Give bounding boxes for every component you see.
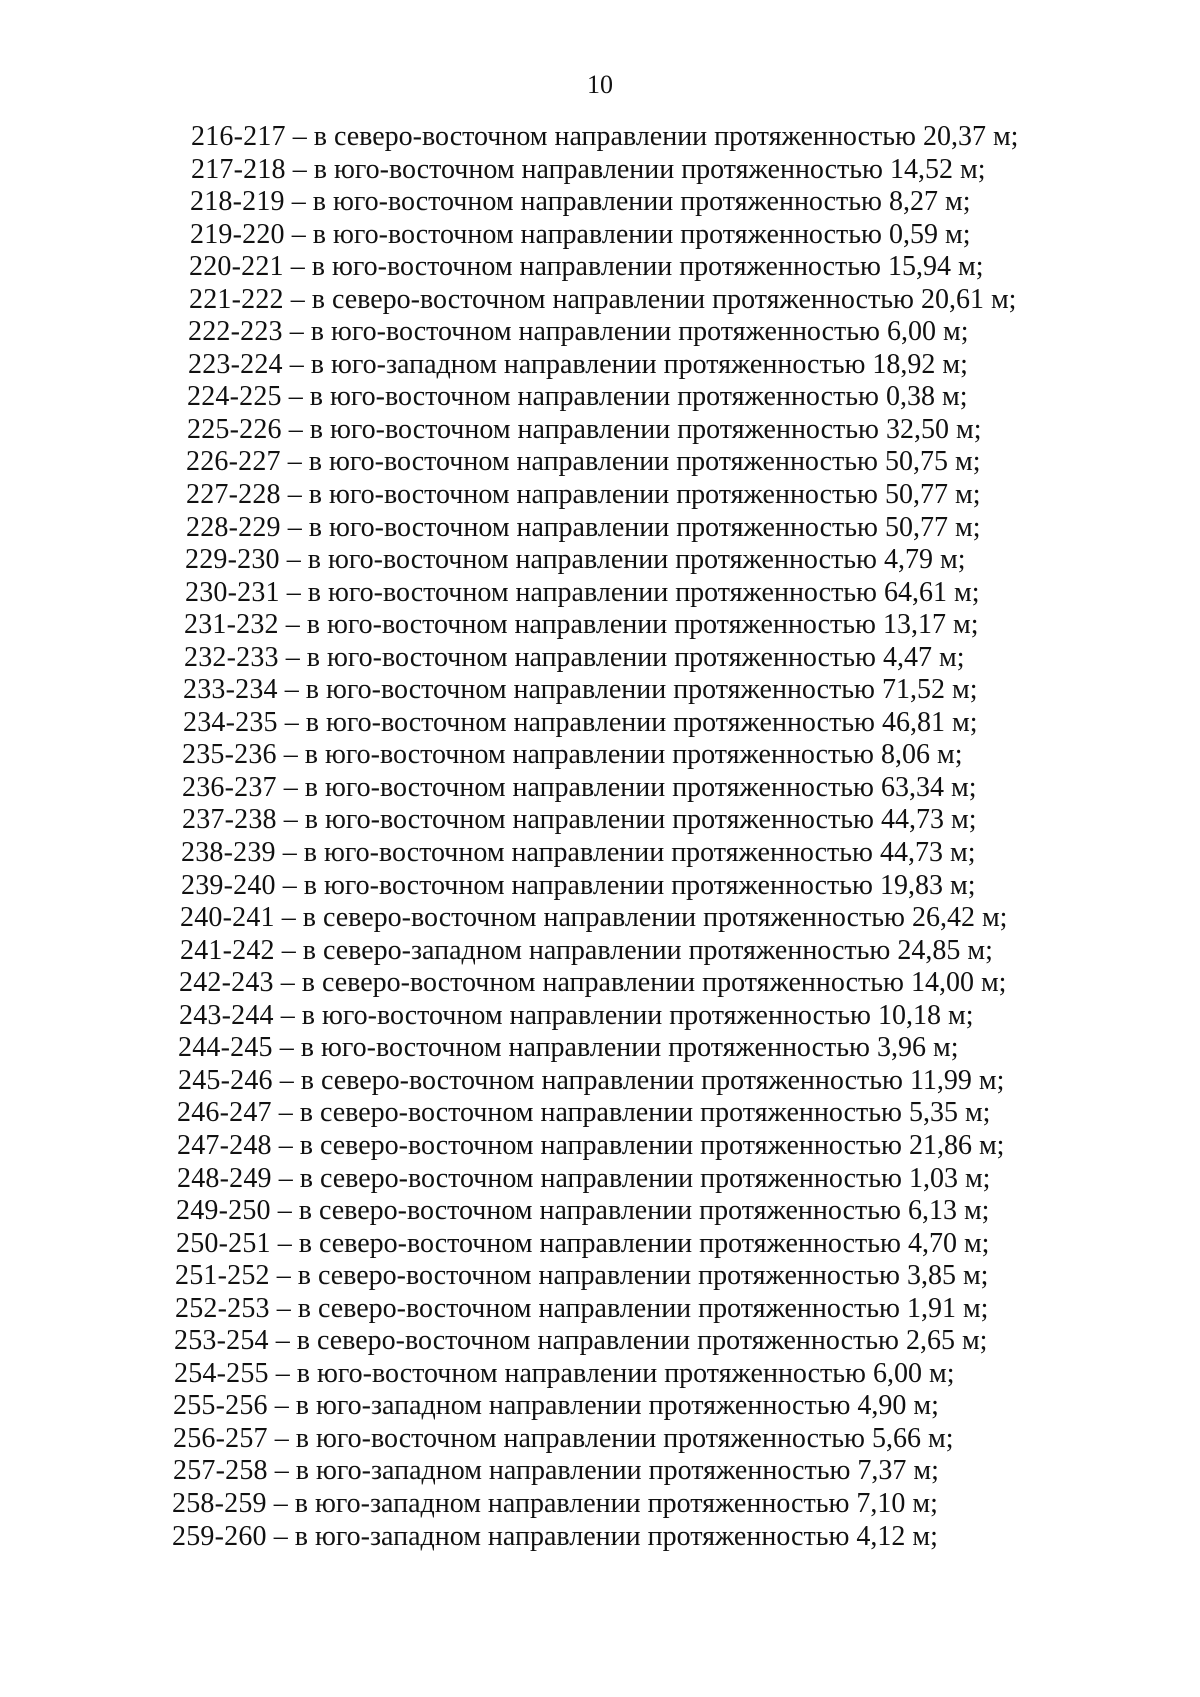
segment-id: 244-245 (178, 1032, 273, 1064)
segment-id: 251-252 (175, 1260, 270, 1292)
boundary-line (172, 1488, 1071, 1521)
boundary-line (191, 154, 1071, 187)
segment-description: – в юго-восточном направлении протяженностью 8,27 м; (284, 186, 971, 218)
segment-description: – в юго-восточном направлении протяженностью 4,79 м; (279, 544, 966, 576)
segment-id: 224-225 (187, 381, 282, 413)
segment-description: – в юго-восточном направлении протяженностью 71,52 м; (277, 674, 978, 706)
segment-description: – в северо-восточном направлении протяженностью 4,70 м; (270, 1227, 990, 1259)
segment-description: – в северо-восточном направлении протяженностью 1,03 м; (271, 1162, 991, 1194)
boundary-line (172, 1521, 1071, 1554)
segment-description: – в юго-восточном направлении протяженностью 50,77 м; (280, 479, 981, 511)
boundary-line (176, 1228, 1071, 1261)
boundary-line (178, 1032, 1071, 1065)
segment-id: 230-231 (185, 576, 280, 608)
segment-id: 243-244 (179, 999, 274, 1031)
boundary-line (188, 349, 1071, 382)
segment-id: 229-230 (185, 544, 280, 576)
segment-description: – в юго-восточном направлении протяженностью 0,59 м; (284, 218, 971, 250)
segment-description: – в юго-западном направлении протяженностью 18,92 м; (282, 348, 968, 380)
segment-description: – в юго-восточном направлении протяженностью 8,06 м; (276, 739, 963, 771)
segment-id: 228-229 (186, 511, 281, 543)
segment-description: – в северо-восточном направлении протяженностью 6,13 м; (270, 1195, 990, 1227)
segment-id: 218-219 (190, 186, 285, 218)
segment-description: – в юго-восточном направлении протяженностью 44,73 м; (276, 804, 977, 836)
segment-description: – в юго-восточном направлении протяженностью 46,81 м; (277, 706, 978, 738)
boundary-line (174, 1325, 1071, 1358)
boundary-line (190, 186, 1071, 219)
segment-description: – в юго-восточном направлении протяженностью 63,34 м; (276, 771, 977, 803)
boundary-line (173, 1390, 1071, 1423)
segment-description: – в юго-восточном направлении протяженностью 50,75 м; (280, 446, 981, 478)
boundary-line (186, 512, 1071, 545)
segment-id: 246-247 (177, 1097, 272, 1129)
segment-id: 253-254 (174, 1325, 269, 1357)
boundary-line (188, 316, 1071, 349)
segment-id: 236-237 (182, 771, 277, 803)
boundary-line (185, 577, 1071, 610)
boundary-line (179, 1000, 1071, 1033)
segment-description: – в юго-восточном направлении протяженностью 5,66 м; (267, 1422, 954, 1454)
segment-description: – в юго-восточном направлении протяженностью 14,52 м; (285, 153, 986, 185)
segment-id: 254-255 (174, 1357, 269, 1389)
boundary-line (182, 739, 1071, 772)
segment-id: 255-256 (173, 1390, 268, 1422)
segment-id: 234-235 (183, 706, 278, 738)
boundary-line (183, 707, 1071, 740)
segment-id: 240-241 (180, 902, 275, 934)
segment-id: 257-258 (173, 1455, 268, 1487)
segment-description: – в юго-восточном направлении протяженностью 10,18 м; (273, 999, 974, 1031)
segment-description: – в юго-восточном направлении протяженностью 13,17 м; (278, 609, 979, 641)
boundary-line (181, 837, 1071, 870)
segment-description: – в юго-восточном направлении протяженностью 50,77 м; (280, 511, 981, 543)
segment-description: – в северо-восточном направлении протяженностью 5,35 м; (271, 1097, 991, 1129)
segment-id: 258-259 (172, 1487, 267, 1519)
boundary-line (187, 381, 1071, 414)
segment-id: 247-248 (177, 1129, 272, 1161)
segment-description: – в северо-восточном направлении протяженностью 2,65 м; (268, 1325, 988, 1357)
boundary-line (175, 1260, 1071, 1293)
segment-description: – в северо-восточном направлении протяженностью 11,99 м; (272, 1064, 1005, 1096)
segment-id: 252-253 (175, 1292, 270, 1324)
boundary-line (189, 284, 1071, 317)
boundary-line (189, 251, 1071, 284)
segment-id: 220-221 (189, 251, 284, 283)
boundary-line (185, 544, 1071, 577)
segment-description: – в юго-западном направлении протяженностью 7,10 м; (266, 1487, 938, 1519)
boundary-line (176, 1195, 1071, 1228)
boundary-line (175, 1293, 1071, 1326)
segment-id: 256-257 (173, 1422, 268, 1454)
segment-description: – в северо-западном направлении протяженностью 24,85 м; (274, 934, 993, 966)
segment-id: 232-233 (184, 641, 279, 673)
segment-id: 231-232 (184, 609, 279, 641)
segment-description: – в юго-восточном направлении протяженностью 44,73 м; (275, 837, 976, 869)
segment-id: 239-240 (181, 869, 276, 901)
segment-id: 248-249 (177, 1162, 272, 1194)
segment-description: – в северо-восточном направлении протяженностью 1,91 м; (269, 1292, 989, 1324)
boundary-line (178, 1065, 1071, 1098)
segment-id: 233-234 (183, 674, 278, 706)
boundary-line (187, 414, 1071, 447)
boundary-line (173, 1423, 1071, 1456)
boundary-line (184, 609, 1071, 642)
segment-description: – в юго-восточном направлении протяженностью 32,50 м; (281, 413, 982, 445)
segment-description: – в северо-восточном направлении протяженностью 3,85 м; (269, 1260, 989, 1292)
segment-id: 223-224 (188, 348, 283, 380)
boundary-line (191, 121, 1071, 154)
segment-id: 249-250 (176, 1195, 271, 1227)
page-number: 10 (587, 70, 613, 99)
segment-description: – в юго-восточном направлении протяженностью 19,83 м; (275, 869, 976, 901)
segment-description: – в юго-восточном направлении протяженностью 3,96 м; (272, 1032, 959, 1064)
boundary-line (184, 642, 1071, 675)
boundary-line (177, 1163, 1071, 1196)
segment-description: – в северо-восточном направлении протяженностью 21,86 м; (271, 1129, 1005, 1161)
segment-id: 216-217 (191, 121, 286, 152)
segment-id: 259-260 (172, 1520, 267, 1552)
segment-id: 225-226 (187, 413, 282, 445)
segment-description: – в юго-восточном направлении протяженностью 0,38 м; (281, 381, 968, 413)
segment-id: 237-238 (182, 804, 277, 836)
segment-description: – в юго-восточном направлении протяженностью 6,00 м; (268, 1357, 955, 1389)
boundary-line (180, 902, 1071, 935)
segment-description: – в юго-восточном направлении протяженностью 6,00 м; (282, 316, 969, 348)
segment-description: – в юго-восточном направлении протяженностью 64,61 м; (279, 576, 980, 608)
boundary-line (183, 674, 1071, 707)
segment-description: – в юго-западном направлении протяженностью 4,90 м; (267, 1390, 939, 1422)
boundary-line (186, 446, 1071, 479)
boundary-line (174, 1358, 1071, 1391)
boundary-line (180, 935, 1071, 968)
boundary-line (182, 772, 1071, 805)
boundary-line (186, 479, 1071, 512)
segment-description: – в юго-восточном направлении протяженностью 15,94 м; (283, 251, 984, 283)
segment-id: 242-243 (179, 967, 274, 999)
segment-id: 241-242 (180, 934, 275, 966)
segment-id: 250-251 (176, 1227, 271, 1259)
boundary-line (177, 1130, 1071, 1163)
segment-id: 217-218 (191, 153, 286, 185)
boundary-line (173, 1455, 1071, 1488)
segment-id: 221-222 (189, 283, 284, 315)
segment-description: – в юго-западном направлении протяженностью 7,37 м; (267, 1455, 939, 1487)
boundary-line (181, 870, 1071, 903)
segment-description: – в северо-восточном направлении протяженностью 20,61 м; (283, 283, 1017, 315)
segment-id: 245-246 (178, 1064, 273, 1096)
segment-id: 227-228 (186, 479, 281, 511)
boundary-description-list (172, 121, 1071, 1553)
segment-id: 235-236 (182, 739, 277, 771)
segment-id: 222-223 (188, 316, 283, 348)
segment-description: – в северо-восточном направлении протяженностью 20,37 м; (285, 121, 1019, 152)
segment-description: – в юго-западном направлении протяженностью 4,12 м; (266, 1520, 938, 1552)
segment-description: – в юго-восточном направлении протяженностью 4,47 м; (278, 641, 965, 673)
boundary-line (190, 219, 1071, 252)
segment-id: 238-239 (181, 837, 276, 869)
boundary-line (179, 967, 1071, 1000)
segment-description: – в северо-восточном направлении протяженностью 14,00 м; (273, 967, 1007, 999)
boundary-line (177, 1097, 1071, 1130)
boundary-line (182, 804, 1071, 837)
segment-id: 226-227 (186, 446, 281, 478)
segment-id: 219-220 (190, 218, 285, 250)
segment-description: – в северо-восточном направлении протяженностью 26,42 м; (274, 902, 1008, 934)
